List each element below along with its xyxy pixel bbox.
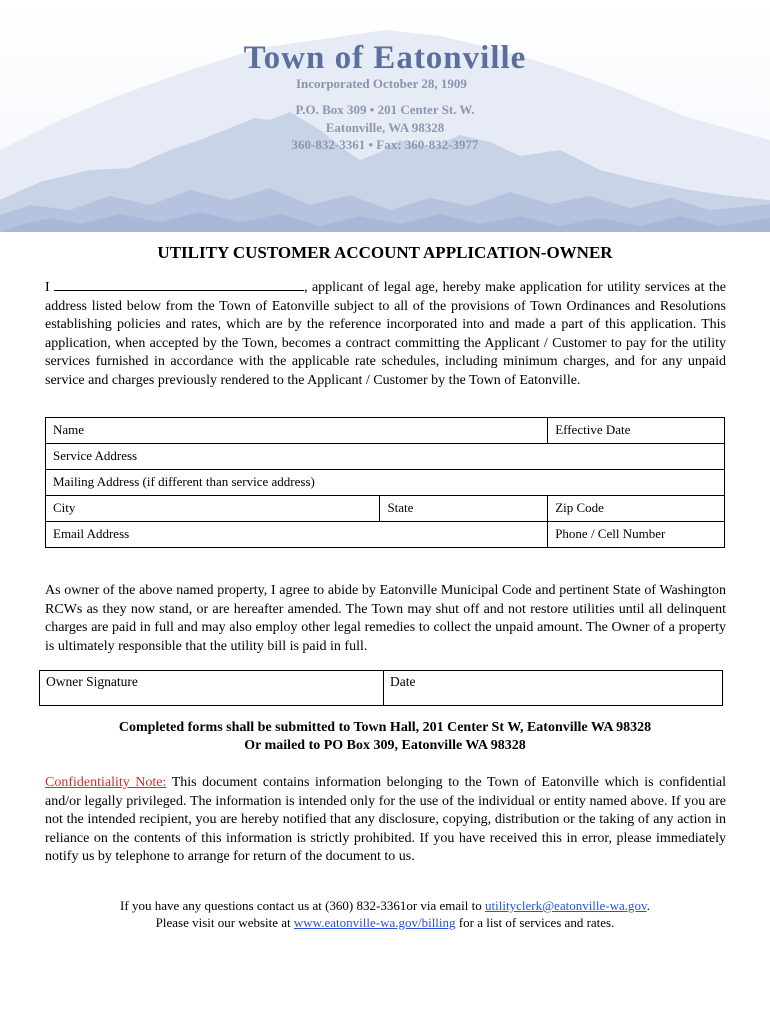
email-field[interactable]: [46, 522, 548, 548]
city-state-zip-line: Eatonville, WA 98328: [325, 120, 445, 135]
city-field[interactable]: [46, 496, 380, 522]
email-link[interactable]: utilityclerk@eatonville-wa.gov: [485, 898, 647, 913]
signature-table: [39, 670, 723, 706]
account-info-table: [45, 417, 725, 548]
city-label: City: [53, 500, 76, 515]
name-field[interactable]: [46, 418, 548, 444]
contact-suffix: .: [646, 898, 650, 913]
intro-prefix: I: [45, 280, 50, 295]
effective-date-label: Effective Date: [555, 422, 631, 437]
website-prefix: Please visit our website at: [155, 915, 294, 930]
name-label: Name: [53, 422, 85, 437]
mailing-address-label: Mailing Address (if different than service address): [53, 474, 315, 489]
owner-signature-field[interactable]: [40, 671, 384, 706]
phone-fax-line: 360-832-3361 • Fax: 360-832-3977: [291, 137, 479, 152]
state-label: State: [387, 500, 414, 515]
contact-prefix: If you have any questions contact us at (360) 832-3361or via email to: [120, 898, 486, 913]
contact-line: [0, 898, 770, 914]
applicant-name-blank[interactable]: [54, 278, 304, 291]
town-name-wordmark: Town of Eatonville: [243, 40, 527, 76]
incorporated-date: Incorporated October 28, 1909: [296, 76, 467, 91]
mailing-instructions: Or mailed to PO Box 309, Eatonville WA 98328: [244, 738, 526, 753]
intro-text: , applicant of legal age, hereby make application for utility services at the address listed below from the Town of Eatonville subject to all of the provisions of Town Ordinances and Resolutions establishing policies and rates, which are by the reference incorporated into and made a part of this application. This application, when accepted by the Town, becomes a contract committing the Applicant / Customer to pay for the utility services furnished in accordance with the applicable rate schedules, including minimum charges, and for any unpaid service and charges previously rendered to the Applicant / Customer by the Town of Eatonville.: [45, 280, 726, 388]
zip-field[interactable]: [548, 496, 725, 522]
effective-date-field[interactable]: [548, 418, 725, 444]
website-suffix: for a list of services and rates.: [455, 915, 615, 930]
letterhead: [0, 0, 770, 232]
mailing-address-line: P.O. Box 309 • 201 Center St. W.: [295, 102, 475, 117]
website-link[interactable]: www.eatonville-wa.gov/billing: [293, 915, 456, 930]
signature-date-label: Date: [390, 674, 416, 689]
mailing-address-field[interactable]: [46, 470, 725, 496]
confidentiality-paragraph: [45, 774, 726, 867]
intro-paragraph: [45, 278, 726, 391]
signature-date-field[interactable]: [384, 671, 723, 706]
owner-agreement-paragraph: As owner of the above named property, I agree to abide by Eatonville Municipal Code and pertinent State of Washington RCWs as they now stand, or are hereafter amended. The Town may shut off and not restore utilities until all delinquent charges are paid in full and may also employ other legal remedies to collect the unpaid amount. The Owner of a property is ultimately responsible that the utility bill is paid in full.: [45, 583, 726, 654]
confidentiality-text: This document contains information belonging to the Town of Eatonville which is confidential and/or legally privileged. The information is intended only for the use of the individual or entity named above. If you are not the intended recipient, you are hereby notified that any disclosure, copying, distribution or the taking of any action in reliance on the contents of this information is strictly prohibited. If you have received this in error, please immediately notify us by telephone to arrange for return of the document to us.: [45, 775, 726, 865]
owner-signature-label: Owner Signature: [46, 674, 138, 689]
service-address-label: Service Address: [53, 448, 138, 463]
form-title: UTILITY CUSTOMER ACCOUNT APPLICATION-OWNER: [157, 243, 613, 262]
submission-instructions: Completed forms shall be submitted to Town Hall, 201 Center St W, Eatonville WA 98328: [118, 720, 652, 735]
phone-label: Phone / Cell Number: [555, 526, 666, 541]
service-address-field[interactable]: [46, 444, 725, 470]
confidentiality-label: Confidentiality Note:: [45, 775, 167, 790]
zip-label: Zip Code: [555, 500, 604, 515]
state-field[interactable]: [380, 496, 548, 522]
email-label: Email Address: [53, 526, 130, 541]
website-line: [0, 915, 770, 931]
phone-field[interactable]: [548, 522, 725, 548]
